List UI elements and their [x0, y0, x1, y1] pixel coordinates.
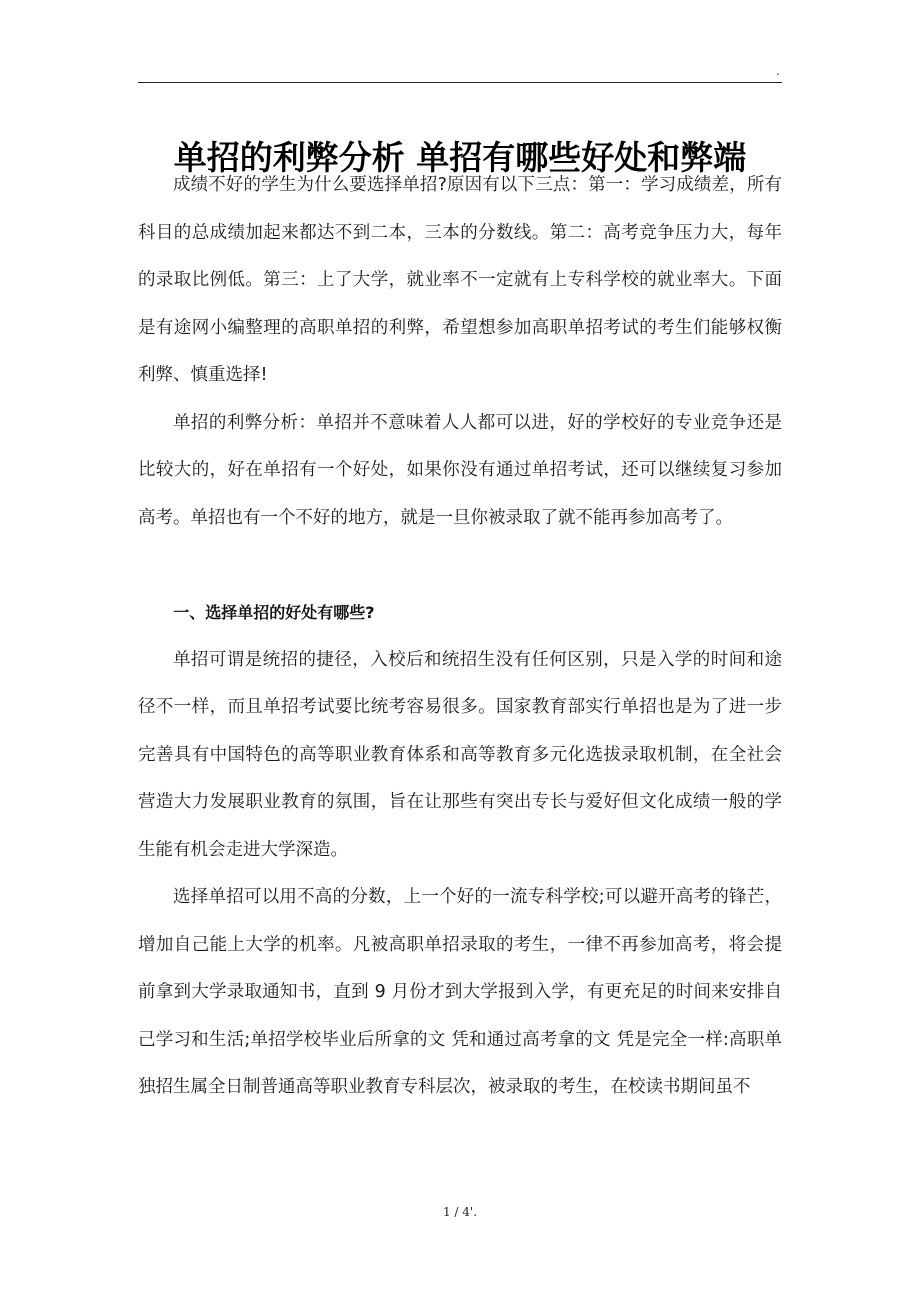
- paragraph-spacer: [138, 542, 782, 589]
- intro-paragraph: 成绩不好的学生为什么要选择单招?原因有以下三点：第一：学习成绩差，所有科目的总成绩加起来都达不到二本，三本的分数线。第二：高考竞争压力大，每年的录取比例低。第三：上了大学，就业率不一定就有上专科学校的就业率大。下面是有途网小编整理的高职单招的利弊，希望想参加高职单招考试的考生们能够权衡利弊、慎重选择!: [138, 175, 782, 385]
- document-body: [138, 162, 782, 1112]
- page-number: 1 / 4'.: [442, 1205, 478, 1219]
- benefits-paragraph-1: 单招可谓是统招的捷径，入校后和统招生没有任何区别，只是入学的时间和途径不一样，而且单招考试要比统考容易很多。国家教育部实行单招也是为了进一步完善具有中国特色的高等职业教育体系和高等教育多元化选拔录取机制，在全社会营造大力发展职业教育的氛围，旨在让那些有突出专长与爱好但文化成绩一般的学生能有机会走进大学深造。: [138, 649, 782, 860]
- header-mark: .: [776, 64, 780, 78]
- pros-cons-paragraph: 单招的利弊分析：单招并不意味着人人都可以进，好的学校好的专业竞争还是比较大的，好在单招有一个好处，如果你没有通过单招考试，还可以继续复习参加高考。单招也有一个不好的地方，就是一旦你被录取了就不能再参加高考了。: [138, 412, 782, 528]
- benefits-paragraph-2: 选择单招可以用不高的分数，上一个好的一流专科学校;可以避开高考的锋芒，增加自己能上大学的机率。凡被高职单招录取的考生，一律不再参加高考，将会提前拿到大学录取通知书，直到 9 月份才到大学报到入学，有更充足的时间来安排自己学习和生活;单招学校毕业后所拿的文 凭和通过高考拿的文 凭是完全一样:高职单独招生属全日制普通高等职业教育专科层次，被录取的考生，在校读书期间虽不: [138, 887, 782, 1097]
- section-heading: 一、选择单招的好处有哪些?: [173, 603, 375, 622]
- header-rule: [138, 82, 782, 83]
- document-title: 单招的利弊分析 单招有哪些好处和弊端: [173, 138, 747, 178]
